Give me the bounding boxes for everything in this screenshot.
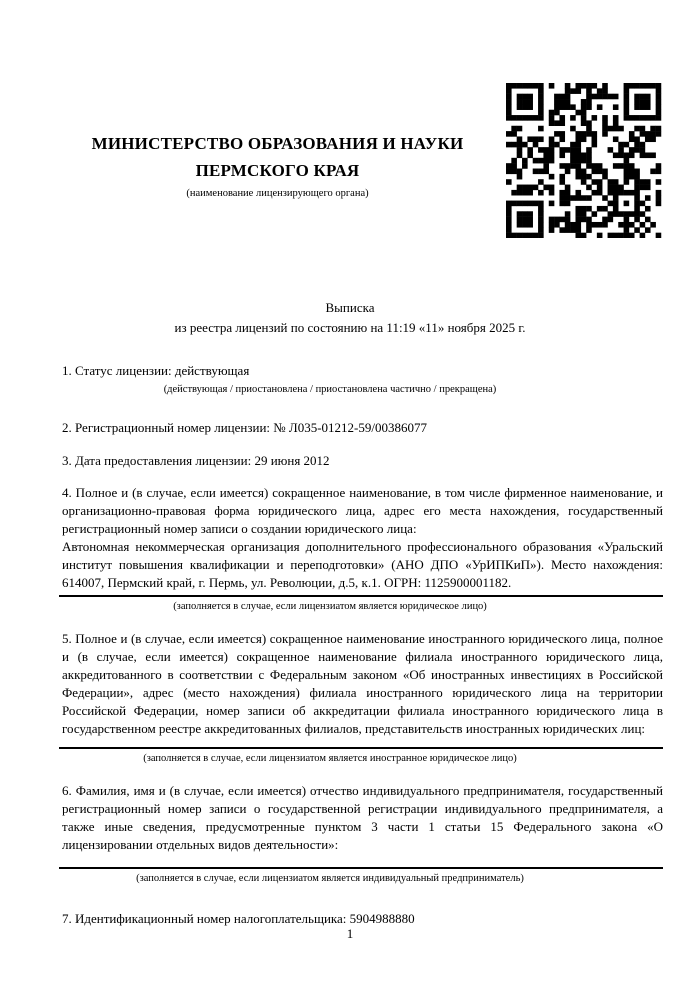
qr-code-icon <box>505 83 662 238</box>
item-5-foreign-entity-label: 5. Полное и (в случае, если имеется) сокращенное наименование иностранного юридического лица, полное и (в случае, если имеется) сокращенное наименование филиала иностранного юридического лица, аккредитованного в соответствии с Федеральным законом «Об иностранных инвестициях в Российской Федерации», адрес (место нахождения) филиала иностранного юридического лица на территории Российской Федерации, номер записи об аккредитации филиала иностранного юридического лица в государственном реестре аккредитованных филиалов, представительств иностранных юридических лиц: <box>62 631 663 736</box>
item-3-license-date: 3. Дата предоставления лицензии: 29 июня 2012 <box>62 453 330 468</box>
ministry-name-line1: МИНИСТЕРСТВО ОБРАЗОВАНИЯ И НАУКИ <box>91 134 464 153</box>
ministry-header <box>40 130 515 199</box>
item-6-fill-line <box>59 867 663 869</box>
item-4-legal-entity-value: Автономная некоммерческая организация дополнительного профессионального образования «Уральский институт повышения квалификации и переподготовки» (АНО ДПО «УрИПКиП»). Место нахождения: 614007, Пермский край, г. Пермь, ул. Революции, д.5, к.1. ОГРН: 1125900001182. <box>62 539 663 590</box>
document-title <box>0 298 700 338</box>
item-4-legal-entity-label: 4. Полное и (в случае, если имеется) сокращенное наименование, в том числе фирменное наименование, и организационно-правовая форма юридического лица, адрес его места нахождения, государственный регистрационный номер записи о создании юридического лица: <box>62 485 663 536</box>
item-7-taxpayer-number: 7. Идентификационный номер налогоплательщика: 5904988880 <box>62 911 415 926</box>
item-5-fill-line <box>59 747 663 749</box>
ministry-name-caption: (наименование лицензирующего органа) <box>186 188 369 199</box>
item-6-caption: (заполняется в случае, если лицензиатом является индивидуальный предприниматель) <box>136 873 524 884</box>
item-2-registration-number: 2. Регистрационный номер лицензии: № Л035-01212-59/00386077 <box>62 420 428 435</box>
item-5-caption: (заполняется в случае, если лицензиатом является иностранное юридическое лицо) <box>143 753 517 764</box>
item-1-caption: (действующая / приостановлена / приостановлена частично / прекращена) <box>163 384 497 395</box>
page-number: 1 <box>346 926 354 941</box>
item-4-fill-line <box>59 595 663 597</box>
item-4-caption: (заполняется в случае, если лицензиатом является юридическое лицо) <box>173 601 487 612</box>
item-6-entrepreneur-label: 6. Фамилия, имя и (в случае, если имеется) отчество индивидуального предпринимателя, государственный регистрационный номер записи о государственной регистрации индивидуального предпринимателя, а также иные сведения, предусмотренные пунктом 3 части 1 статьи 15 Федерального закона «О лицензировании отдельных видов деятельности»: <box>62 783 663 852</box>
document-title-line2: из реестра лицензий по состоянию на 11:19 «11» ноября 2025 г. <box>174 320 526 335</box>
document-body <box>62 362 663 928</box>
ministry-name-line2: ПЕРМСКОГО КРАЯ <box>195 161 360 180</box>
document-title-line1: Выписка <box>325 300 375 315</box>
item-1-license-status: 1. Статус лицензии: действующая <box>62 363 250 378</box>
